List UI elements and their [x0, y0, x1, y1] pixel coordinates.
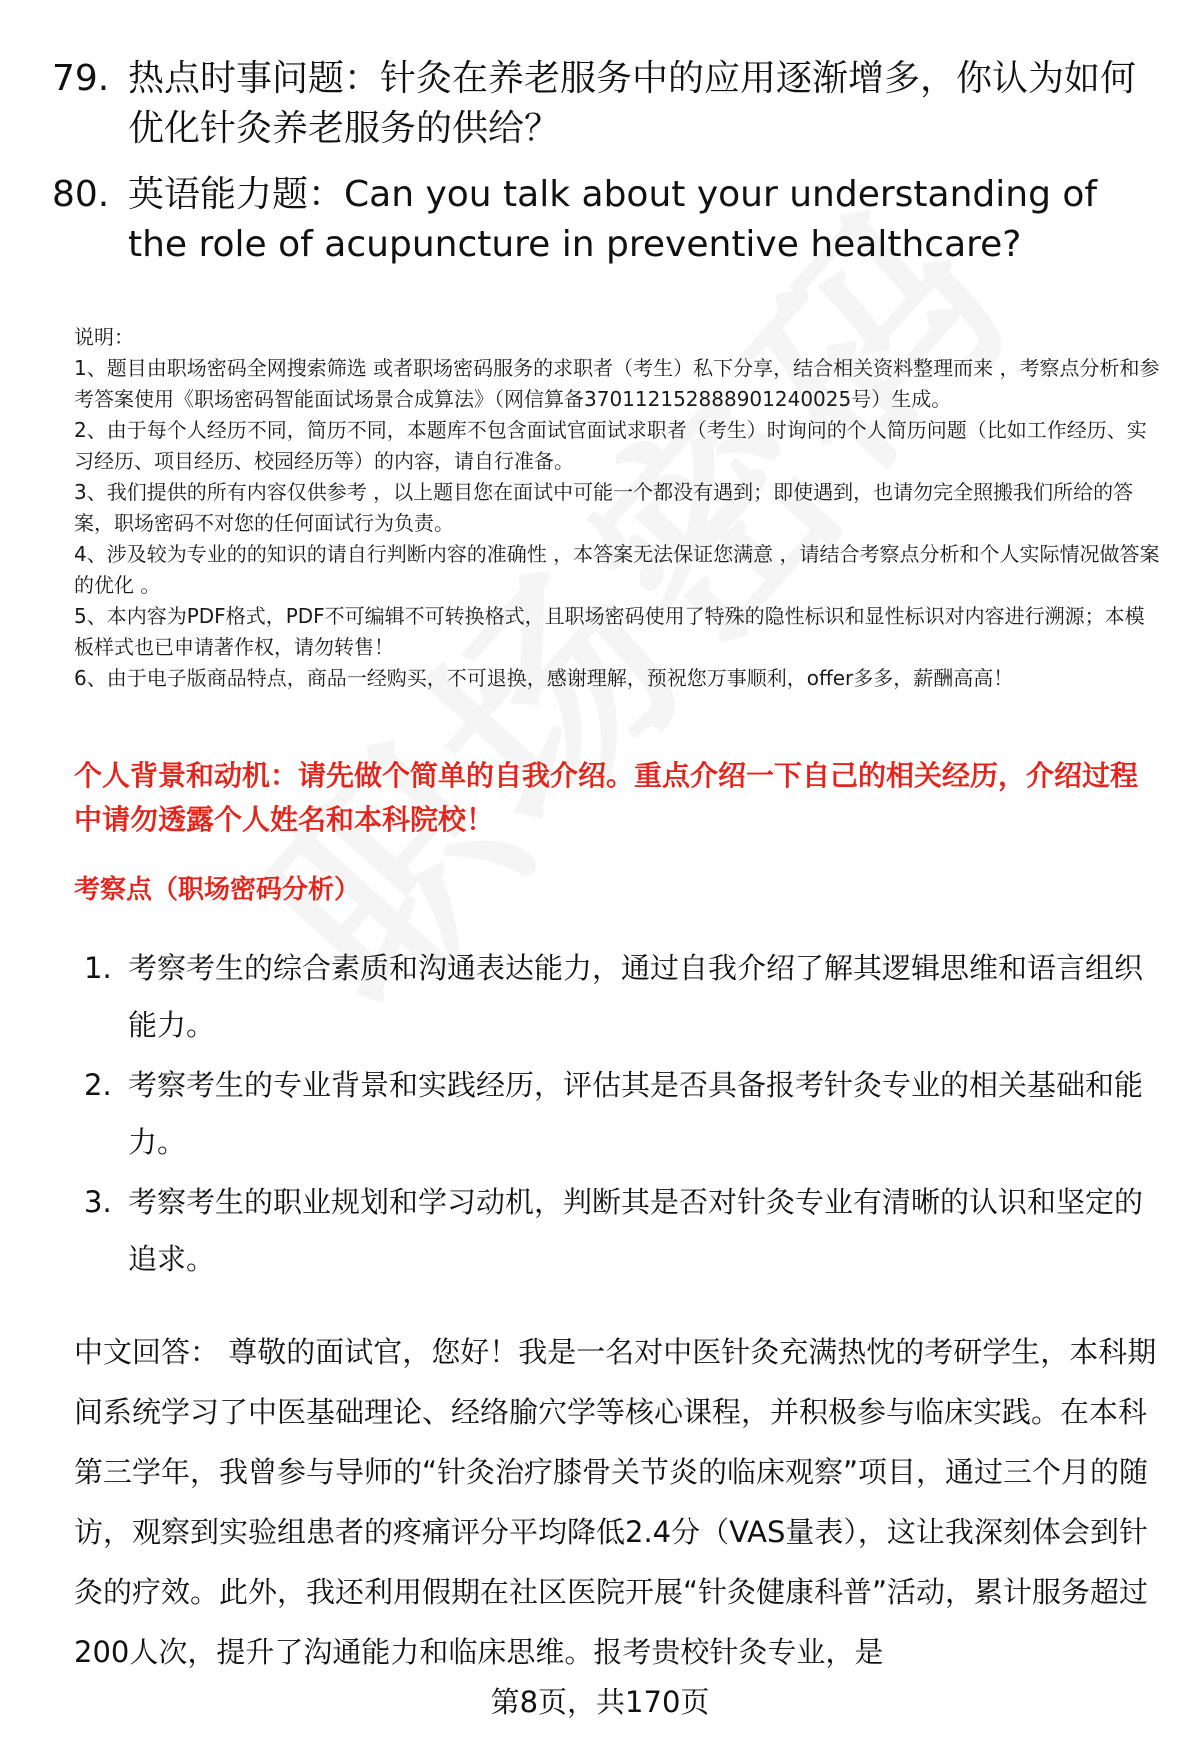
point-number: 3.	[84, 1185, 112, 1219]
chinese-answer: 中文回答： 尊敬的面试官，您好！我是一名对中医针灸充满热忱的考研学生，本科期间系统学习了中医基础理论、经络腧穴学等核心课程，并积极参与临床实践。在本科第三学年，我曾参与导师的“针灸治疗膝骨关节炎的临床观察”项目，通过三个月的随访，观察到实验组患者的疼痛评分平均降低2.4分（VAS量表），这让我深刻体会到针灸的疗效。此外，我还利用假期在社区医院开展“针灸健康科普”活动，累计服务超过200人次，提升了沟通能力和临床思维。报考贵校针灸专业，是	[74, 1335, 1157, 1669]
question-80	[52, 170, 1142, 270]
analysis-point	[84, 1057, 1164, 1171]
note-item: 6、由于电子版商品特点，商品一经购买，不可退换，感谢理解，预祝您万事顺利，offer多多，薪酬高高！	[74, 666, 1014, 690]
note-item: 2、由于每个人经历不同，简历不同，本题库不包含面试官面试求职者（考生）时询问的个人简历问题（比如工作经历、实习经历、项目经历、校园经历等）的内容，请自行准备。	[74, 418, 1147, 473]
question-text: 英语能力题：Can you talk about your understanding of the role of acupuncture in preventive healthcare?	[128, 174, 1098, 265]
note-item: 5、本内容为PDF格式，PDF不可编辑不可转换格式，且职场密码使用了特殊的隐性标识和显性标识对内容进行溯源；本模板样式也已申请著作权，请勿转售！	[74, 604, 1145, 659]
point-text: 考察考生的职业规划和学习动机，判断其是否对针灸专业有清晰的认识和坚定的追求。	[128, 1185, 1144, 1276]
question-number: 79.	[52, 58, 110, 99]
analysis-heading: 考察点（职场密码分析）	[74, 875, 361, 905]
analysis-points	[84, 940, 1164, 1291]
question-text: 热点时事问题：针灸在养老服务中的应用逐渐增多，你认为如何优化针灸养老服务的供给？	[128, 58, 1137, 149]
point-number: 1.	[84, 951, 112, 985]
analysis-point	[84, 940, 1164, 1054]
notes-section	[74, 322, 1164, 694]
interview-question: 个人背景和动机：请先做个简单的自我介绍。重点介绍一下自己的相关经历，介绍过程中请勿透露个人姓名和本科院校！	[74, 759, 1139, 836]
point-number: 2.	[84, 1068, 112, 1102]
note-item: 4、涉及较为专业的的知识的请自行判断内容的准确性 ，本答案无法保证您满意 ，请结合考察点分析和个人实际情况做答案的优化 。	[74, 542, 1160, 597]
note-item: 3、我们提供的所有内容仅供参考 ，以上题目您在面试中可能一个都没有遇到；即使遇到，也请勿完全照搬我们所给的答案，职场密码不对您的任何面试行为负责。	[74, 480, 1134, 535]
question-79	[52, 54, 1142, 154]
point-text: 考察考生的综合素质和沟通表达能力，通过自我介绍了解其逻辑思维和语言组织能力。	[128, 951, 1144, 1042]
notes-title: 说明：	[74, 325, 134, 349]
analysis-point	[84, 1174, 1164, 1288]
page-footer: 第8页，共170页	[490, 1685, 710, 1719]
point-text: 考察考生的专业背景和实践经历，评估其是否具备报考针灸专业的相关基础和能力。	[128, 1068, 1144, 1159]
question-number: 80.	[52, 174, 110, 215]
note-item: 1、题目由职场密码全网搜索筛选 或者职场密码服务的求职者（考生）私下分享，结合相关资料整理而来 ，考察点分析和参考答案使用《职场密码智能面试场景合成算法》（网信算备370112152888901240025号）生成。	[74, 356, 1160, 411]
